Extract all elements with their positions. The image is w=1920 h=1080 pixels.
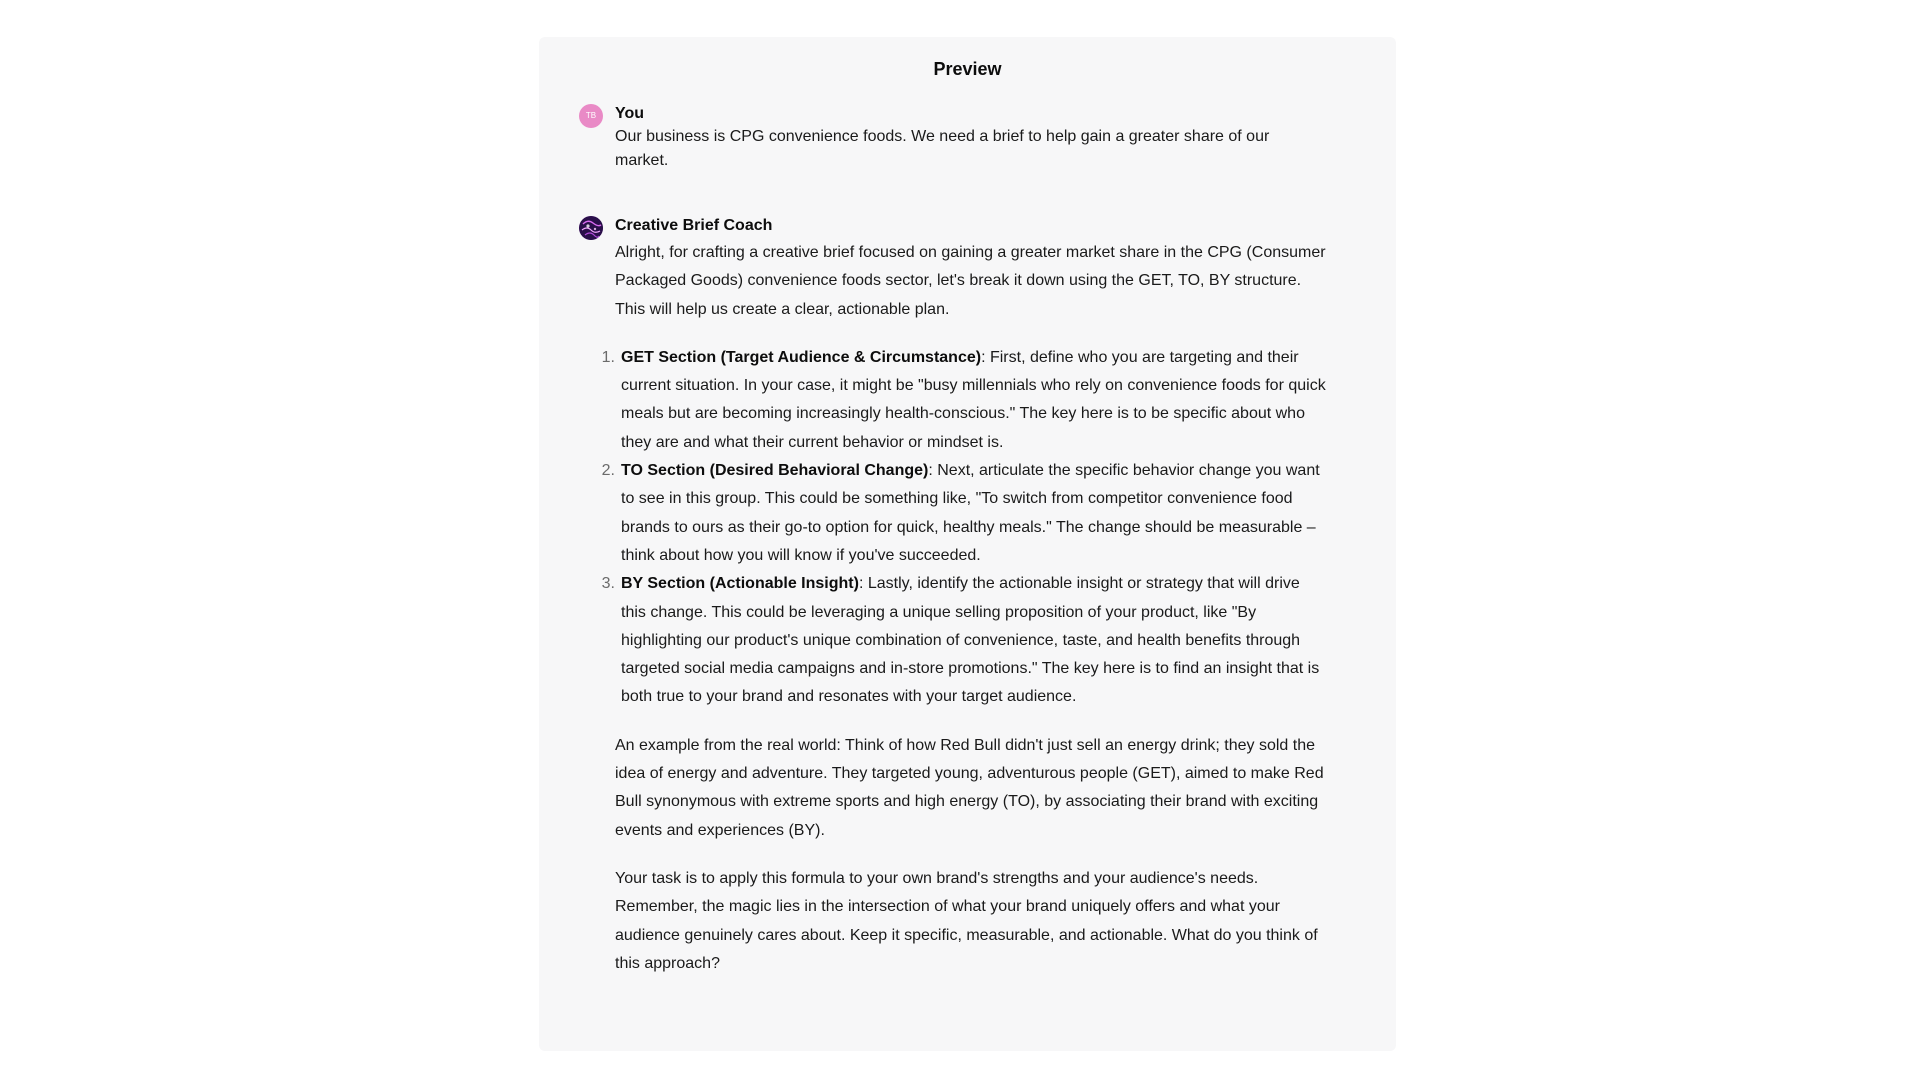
list-item (601, 344, 1326, 457)
brief-steps-list (601, 344, 1326, 712)
user-message (579, 103, 1326, 173)
user-avatar: TB (579, 104, 603, 128)
list-item-heading: BY Section (Actionable Insight) (621, 575, 859, 593)
list-item-text: : First, define who you are targeting and their current situation. In your case, it might be "busy millennials who rely on convenience foods for quick meals but are becoming increasingly health-conscious." The key here is to be specific about who they are and what their current behavior or mindset is. (621, 348, 1326, 451)
list-item-heading: GET Section (Target Audience & Circumstance) (621, 348, 982, 366)
list-item-text: : Lastly, identify the actionable insight or strategy that will drive this change. This could be leveraging a unique selling proposition of your product, like "By highlighting our product's unique combination of convenience, taste, and health benefits through targeted social media campaigns and in-store promotions." The key here is to find an insight that is both true to your brand and resonates with your target audience. (621, 575, 1320, 706)
list-item-number: 3. (601, 575, 615, 593)
assistant-avatar-pattern-icon (579, 216, 603, 240)
list-item-number: 2. (601, 462, 615, 480)
assistant-avatar (579, 216, 603, 240)
assistant-intro-text: Alright, for crafting a creative brief focused on gaining a greater market share in the CPG (Consumer Packaged Goods) convenience foods sector, let's break it down using the GET, TO, BY structure. This will help us create a clear, actionable plan. (615, 244, 1326, 318)
list-item (601, 570, 1326, 711)
preview-title: Preview (933, 59, 1002, 79)
assistant-message (579, 215, 1326, 978)
assistant-author-name: Creative Brief Coach (615, 217, 773, 234)
list-item (601, 457, 1326, 570)
list-item-number: 1. (601, 348, 615, 366)
user-author-name: You (615, 105, 645, 122)
assistant-closing-text: Your task is to apply this formula to your own brand's strengths and your audience's needs. Remember, the magic lies in the intersection of what your brand uniquely offers and what your audience genuinely cares about. Keep it specific, measurable, and actionable. What do you think of this approach? (615, 869, 1318, 972)
list-item-heading: TO Section (Desired Behavioral Change) (621, 462, 929, 480)
assistant-example-text: An example from the real world: Think of how Red Bull didn't just sell an energy drink; they sold the idea of energy and adventure. They targeted young, adventurous people (GET), aimed to make Red Bull synonymous with extreme sports and high energy (TO), by associating their brand with exciting events and experiences (BY). (615, 736, 1324, 839)
user-message-text: Our business is CPG convenience foods. We need a brief to help gain a greater share of our market. (615, 128, 1270, 169)
list-item-text: : Next, articulate the specific behavior change you want to see in this group. This could be something like, "To switch from competitor convenience food brands to ours as their go-to option for quick, healthy meals." The change should be measurable – think about how you will know if you've succeeded. (621, 462, 1320, 564)
preview-panel (539, 37, 1396, 1051)
